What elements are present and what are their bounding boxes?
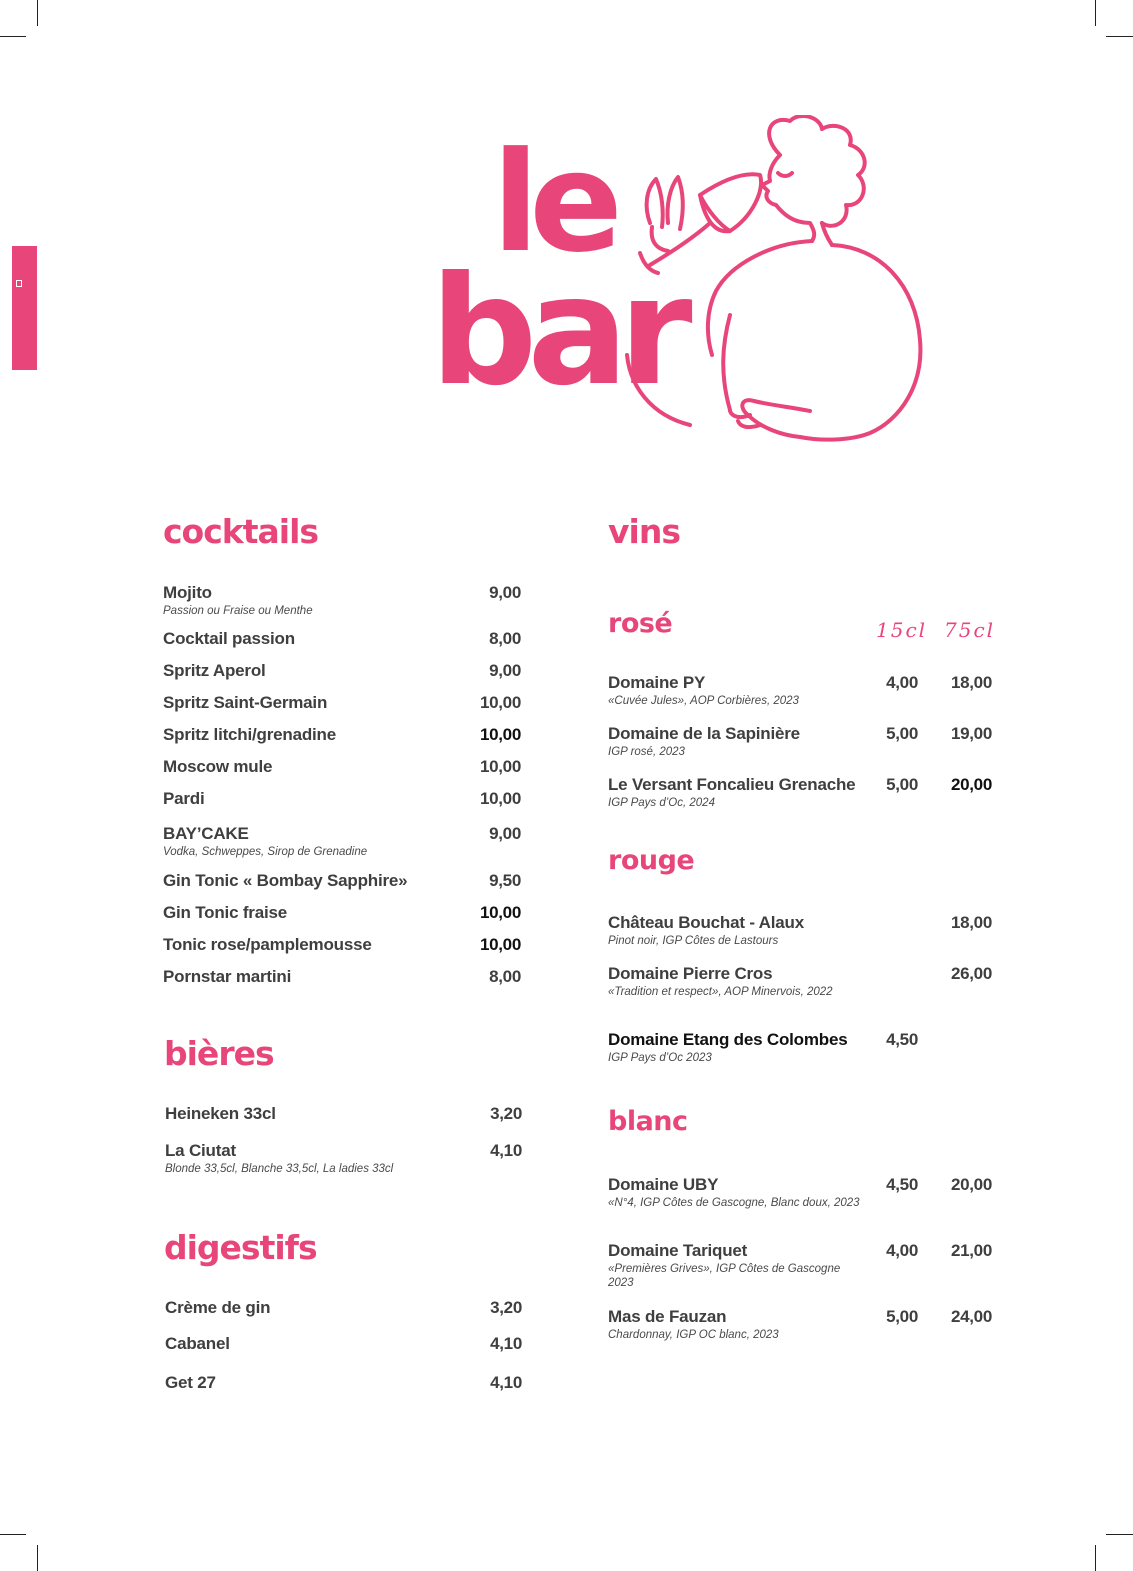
rose-wine-price-75cl: 20,00 bbox=[950, 775, 992, 794]
digestifs-item-name: Crème de gin bbox=[165, 1298, 271, 1317]
cocktails-item-description: Vodka, Schweppes, Sirop de Grenadine bbox=[163, 846, 368, 858]
cocktails-item-name: Pardi bbox=[163, 789, 205, 808]
column-header-75cl: 75cl bbox=[944, 618, 996, 642]
rouge-wine-item bbox=[608, 964, 866, 999]
logo-line-bar: bar bbox=[430, 245, 683, 419]
crop-mark-bottom-left-h bbox=[0, 1534, 26, 1535]
cocktails-item-price: 9,00 bbox=[489, 583, 521, 602]
cocktails-item bbox=[163, 967, 291, 987]
cocktails-item-name: Tonic rose/pamplemousse bbox=[163, 935, 372, 954]
rouge-wine-description: Pinot noir, IGP Côtes de Lastours bbox=[608, 935, 779, 947]
blanc-wine-description: «N°4, IGP Côtes de Gascogne, Blanc doux, 2023 bbox=[608, 1197, 860, 1209]
blanc-wine-price-75cl: 21,00 bbox=[950, 1241, 992, 1260]
digestifs-heading: digestifs bbox=[164, 1228, 317, 1267]
cocktails-item-name: Cocktail passion bbox=[163, 629, 295, 648]
bieres-item-price: 3,20 bbox=[490, 1104, 522, 1123]
rouge-wine-price-75cl: 26,00 bbox=[950, 964, 992, 983]
blanc-heading: blanc bbox=[608, 1106, 688, 1137]
blanc-wine-price-15cl: 4,50 bbox=[886, 1175, 918, 1194]
side-tab bbox=[12, 246, 37, 370]
blanc-wine-price-15cl: 5,00 bbox=[886, 1307, 918, 1326]
rose-wine-price-75cl: 19,00 bbox=[950, 724, 992, 743]
cocktails-item-name: Gin Tonic fraise bbox=[163, 903, 288, 922]
cocktails-item-price: 8,00 bbox=[489, 629, 521, 648]
blanc-wine-name: Domaine Tariquet bbox=[608, 1241, 748, 1260]
digestifs-item-price: 4,10 bbox=[490, 1373, 522, 1392]
cocktails-item-name: Pornstar martini bbox=[163, 967, 292, 986]
cocktails-item bbox=[163, 583, 313, 618]
cocktails-item bbox=[163, 871, 407, 891]
cocktails-heading: cocktails bbox=[163, 512, 319, 551]
cocktails-item-name: Mojito bbox=[163, 583, 212, 602]
cocktails-item-price: 10,00 bbox=[479, 725, 521, 744]
cocktails-item bbox=[163, 757, 272, 777]
digestifs-item-name: Cabanel bbox=[165, 1334, 230, 1353]
rouge-wine-item bbox=[608, 913, 866, 948]
rose-wine-description: «Cuvée Jules», AOP Corbières, 2023 bbox=[608, 695, 799, 707]
digestifs-item bbox=[165, 1373, 216, 1393]
le-bar-logo bbox=[430, 115, 930, 460]
bieres-item bbox=[165, 1104, 276, 1124]
cocktails-item bbox=[163, 693, 327, 713]
cocktails-item-price: 10,00 bbox=[479, 935, 521, 954]
rose-wine-item bbox=[608, 775, 866, 810]
bieres-item-price: 4,10 bbox=[490, 1141, 522, 1160]
cocktails-item bbox=[163, 789, 205, 809]
blanc-wine-item bbox=[608, 1175, 866, 1210]
rouge-wine-price-15cl: 4,50 bbox=[886, 1030, 918, 1049]
cocktails-item-name: Spritz litchi/grenadine bbox=[163, 725, 336, 744]
column-header-15cl: 15cl bbox=[876, 618, 928, 642]
blanc-wine-item bbox=[608, 1307, 866, 1342]
crop-mark-top-left-h bbox=[0, 36, 26, 37]
rose-wine-description: IGP rosé, 2023 bbox=[608, 746, 685, 758]
bieres-item-name: La Ciutat bbox=[165, 1141, 236, 1160]
blanc-wine-price-75cl: 24,00 bbox=[950, 1307, 992, 1326]
rose-wine-price-75cl: 18,00 bbox=[950, 673, 992, 692]
cocktails-item bbox=[163, 824, 367, 859]
rouge-wine-price-75cl: 18,00 bbox=[950, 913, 992, 932]
cocktails-item-price: 10,00 bbox=[479, 789, 521, 808]
rose-wine-name: Domaine PY bbox=[608, 673, 706, 692]
cocktails-item-name: Moscow mule bbox=[163, 757, 273, 776]
rose-wine-price-15cl: 5,00 bbox=[886, 775, 918, 794]
rose-wine-name: Domaine de la Sapinière bbox=[608, 724, 800, 743]
rose-heading: rosé bbox=[608, 608, 673, 639]
cocktails-item-price: 8,00 bbox=[489, 967, 521, 986]
logo-line-le: le bbox=[492, 122, 613, 283]
bieres-heading: bières bbox=[164, 1034, 274, 1073]
rose-wine-price-15cl: 5,00 bbox=[886, 724, 918, 743]
rose-wine-description: IGP Pays d’Oc, 2024 bbox=[608, 797, 715, 809]
cocktails-item-price: 10,00 bbox=[479, 693, 521, 712]
digestifs-item-name: Get 27 bbox=[165, 1373, 216, 1392]
rouge-wine-name: Domaine Pierre Cros bbox=[608, 964, 773, 983]
rose-wine-item bbox=[608, 673, 866, 708]
crop-mark-bottom-right-h bbox=[1106, 1534, 1133, 1535]
blanc-wine-name: Domaine UBY bbox=[608, 1175, 719, 1194]
blanc-wine-name: Mas de Fauzan bbox=[608, 1307, 727, 1326]
cocktails-item-price: 10,00 bbox=[479, 903, 521, 922]
cocktails-item bbox=[163, 629, 295, 649]
rouge-wine-name: Domaine Etang des Colombes bbox=[608, 1030, 848, 1049]
digestifs-item-price: 3,20 bbox=[490, 1298, 522, 1317]
crop-mark-bottom-right-v bbox=[1095, 1545, 1096, 1571]
cocktails-item-description: Passion ou Fraise ou Menthe bbox=[163, 605, 313, 617]
blanc-wine-description: Chardonnay, IGP OC blanc, 2023 bbox=[608, 1329, 779, 1341]
digestifs-item bbox=[165, 1334, 230, 1354]
vins-heading: vins bbox=[608, 512, 680, 551]
cocktails-item-price: 9,00 bbox=[489, 661, 521, 680]
blanc-wine-price-75cl: 20,00 bbox=[950, 1175, 992, 1194]
rouge-wine-description: «Tradition et respect», AOP Minervois, 2022 bbox=[608, 986, 833, 998]
bieres-item-name: Heineken 33cl bbox=[165, 1104, 276, 1123]
rouge-wine-item bbox=[608, 1030, 866, 1065]
crop-mark-bottom-left-v bbox=[37, 1545, 38, 1571]
cocktails-item bbox=[163, 935, 372, 955]
cocktails-item-name: Gin Tonic « Bombay Sapphire» bbox=[163, 871, 408, 890]
bieres-item bbox=[165, 1141, 393, 1176]
cocktails-item-name: Spritz Saint-Germain bbox=[163, 693, 328, 712]
blanc-wine-price-15cl: 4,00 bbox=[886, 1241, 918, 1260]
cocktails-item-name: Spritz Aperol bbox=[163, 661, 266, 680]
bieres-item-description: Blonde 33,5cl, Blanche 33,5cl, La ladies 33cl bbox=[165, 1163, 394, 1175]
crop-mark-top-right-h bbox=[1106, 36, 1133, 37]
cocktails-item-price: 9,50 bbox=[489, 871, 521, 890]
cocktails-item-name: BAY’CAKE bbox=[163, 824, 249, 843]
cocktails-item bbox=[163, 903, 287, 923]
digestifs-item-price: 4,10 bbox=[490, 1334, 522, 1353]
blanc-wine-description: «Premières Grives», IGP Côtes de Gascogne 2023 bbox=[608, 1263, 841, 1289]
crop-mark-top-right-v bbox=[1095, 0, 1096, 26]
cocktails-item-price: 9,00 bbox=[489, 824, 521, 843]
digestifs-item bbox=[165, 1298, 270, 1318]
rouge-wine-description: IGP Pays d’Oc 2023 bbox=[608, 1052, 712, 1064]
crop-mark-top-left-v bbox=[37, 0, 38, 26]
rose-wine-price-15cl: 4,00 bbox=[886, 673, 918, 692]
cocktails-item-price: 10,00 bbox=[479, 757, 521, 776]
rose-wine-item bbox=[608, 724, 866, 759]
cocktails-item bbox=[163, 661, 266, 681]
rouge-heading: rouge bbox=[608, 845, 695, 876]
blanc-wine-item bbox=[608, 1241, 866, 1290]
cocktails-item bbox=[163, 725, 336, 745]
rose-wine-name: Le Versant Foncalieu Grenache bbox=[608, 775, 856, 794]
rouge-wine-name: Château Bouchat - Alaux bbox=[608, 913, 804, 932]
